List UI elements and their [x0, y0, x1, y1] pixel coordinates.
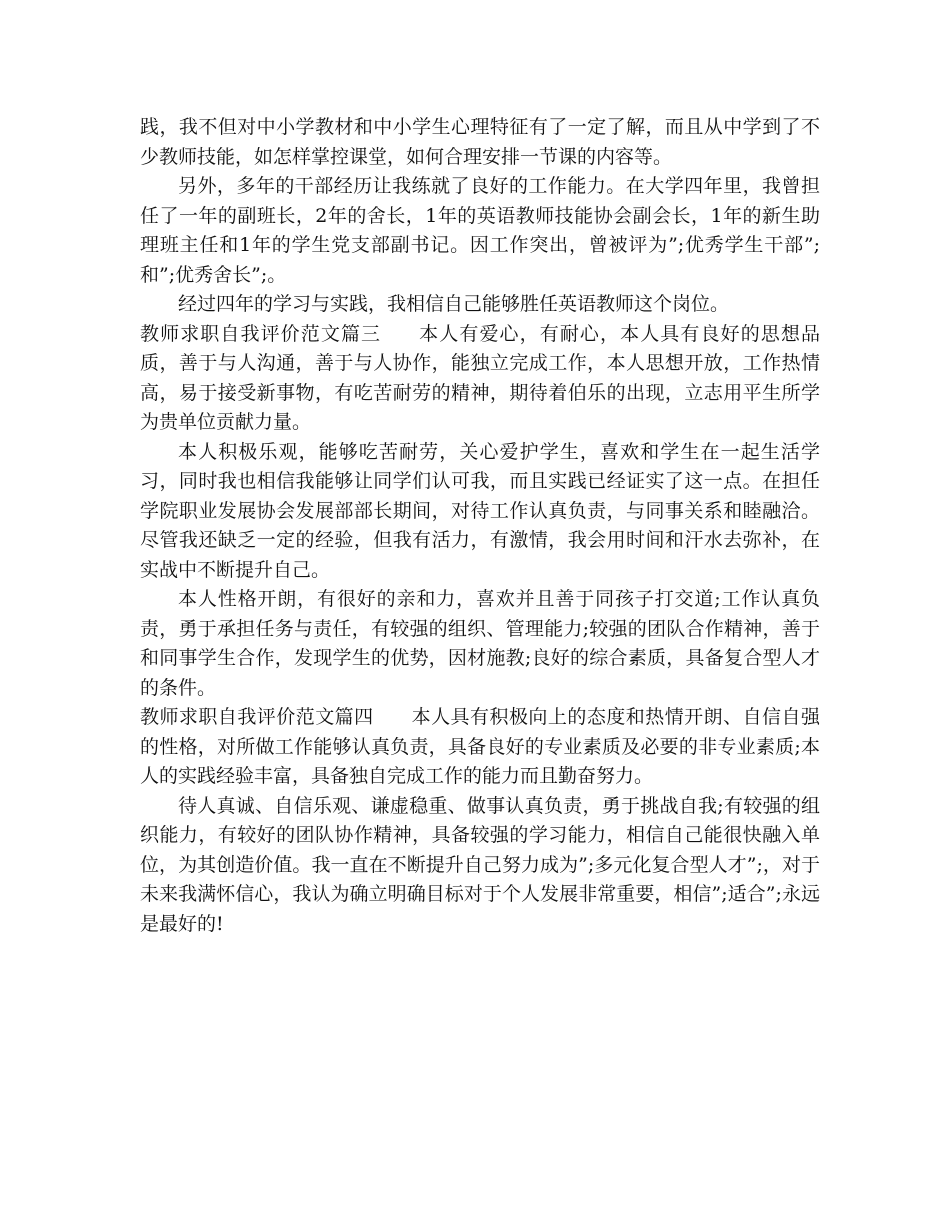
document-body: [140, 113, 820, 939]
paragraph-continuation: [140, 113, 820, 172]
paragraph-text: 经过四年的学习与实践，我相信自己能够胜任英语教师这个岗位。: [178, 293, 730, 315]
paragraph-sample-three: [140, 320, 820, 438]
section-heading-four: 教师求职自我评价范文篇四: [140, 706, 374, 728]
paragraph-text: 另外，多年的干部经历让我练就了良好的工作能力。在大学四年里，我曾担任了一年的副班长，2年的舍长，1年的英语教师技能协会副会长，1年的新生助理班主任和1年的学生党支部副书记。因工作突出，曾被评为”;优秀学生干部”;和”;优秀舍长”;。: [140, 175, 820, 286]
paragraph-text: 本人具有积极向上的态度和热情开朗、自信自强的性格，对所做工作能够认真负责，具备良好的专业素质及必要的非专业素质;本人的实践经验丰富，具备独自完成工作的能力而且勤奋努力。: [140, 706, 820, 787]
paragraph-text: 本人有爱心，有耐心，本人具有良好的思想品质，善于与人沟通，善于与人协作，能独立完成工作，本人思想开放，工作热情高，易于接受新事物，有吃苦耐劳的精神，期待着伯乐的出现，立志用平生所学为贵单位贡献力量。: [140, 322, 820, 433]
paragraph-leadership: [140, 172, 820, 290]
paragraph-text: 本人性格开朗，有很好的亲和力，喜欢并且善于同孩子打交道;工作认真负责，勇于承担任务与责任，有较强的组织、管理能力;较强的团队合作精神，善于和同事学生合作，发现学生的优势，因材施教;良好的综合素质，具备复合型人才的条件。: [140, 588, 820, 699]
paragraph-optimism: [140, 438, 820, 586]
paragraph-text: 待人真诚、自信乐观、谦虚稳重、做事认真负责，勇于挑战自我;有较强的组织能力，有较好的团队协作精神，具备较强的学习能力，相信自己能很快融入单位，为其创造价值。我一直在不断提升自己努力成为”;多元化复合型人才”;，对于未来我满怀信心，我认为确立明确目标对于个人发展非常重要，相信”;适合”;永远是最好的!: [140, 794, 820, 935]
paragraph-sample-four: [140, 703, 820, 792]
paragraph-text: 践，我不但对中小学教材和中小学生心理特征有了一定了解，而且从中学到了不少教师技能，如怎样掌控课堂，如何合理安排一节课的内容等。: [140, 116, 820, 168]
section-heading-three: 教师求职自我评价范文篇三: [140, 322, 382, 345]
paragraph-text: 本人积极乐观，能够吃苦耐劳，关心爱护学生，喜欢和学生在一起生活学习，同时我也相信我能够让同学们认可我，而且实践已经证实了这一点。在担任学院职业发展协会发展部部长期间，对待工作认真负责，与同事关系和睦融洽。尽管我还缺乏一定的经验，但我有活力，有激情，我会用时间和汗水去弥补，在实战中不断提升自己。: [140, 440, 820, 581]
paragraph-sincerity: [140, 792, 820, 940]
paragraph-personality: [140, 585, 820, 703]
paragraph-conclusion: [140, 290, 820, 320]
